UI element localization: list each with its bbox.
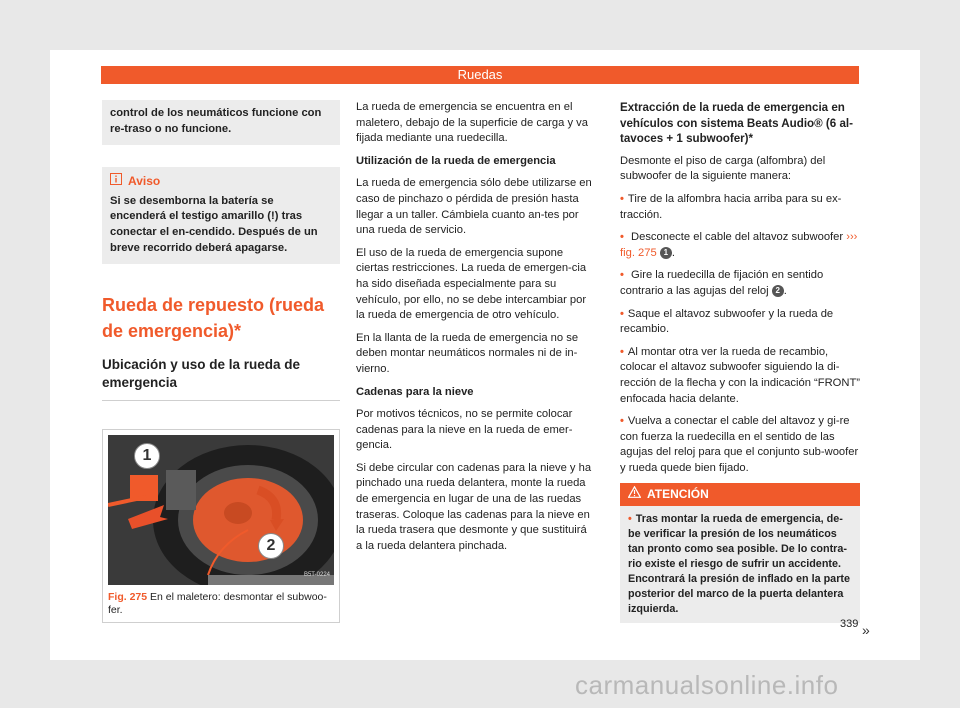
info-icon [110,173,122,190]
figure-caption [108,591,334,617]
figure-callout-2: 2 [258,533,284,559]
page-number: 339 [840,618,859,630]
warning-title: ATENCIÓN [647,486,709,501]
notice-title: Aviso [128,173,161,188]
notice-text: Si se desemborna la batería se encenderá el testigo amarillo (!) tras conectar el en-cendido. Después de un breve recorrido deberá apagarse. [110,194,318,254]
notice-header [110,173,332,190]
callout-1-badge: 1 [660,247,672,259]
figure-caption-text: En el maletero: desmontar el subwoo-fer. [108,591,327,617]
continued-marker: » [862,622,870,638]
procedure-title: Extracción de la rueda de emergencia en vehículos con sistema Beats Audio® (6 al-tavoces + 1 subwoofer)* [620,101,853,146]
paragraph: El uso de la rueda de emergencia supone ciertas restricciones. La rueda de emergen-cia ha sido diseñada especialmente para su vehículo, por ello, no se debe intercambiar por la rueda de emergencia de otro vehículo. [356,246,587,322]
column-middle [356,100,596,561]
warning-header [620,483,860,506]
callout-2-badge: 2 [772,285,784,297]
procedure-intro: Desmonte el piso de carga (alfombra) del subwoofer de la siguiente manera: [620,154,826,183]
list-item: • Saque el altavoz subwoofer y la rueda de recambio. [620,307,860,338]
list-item: • Tire de la alfombra hacia arriba para su ex-tracción. [620,192,860,223]
manual-page [50,50,920,660]
figure-number: Fig. 275 [108,591,148,604]
subsection-title: Utilización de la rueda de emergencia [356,154,556,167]
paragraph: La rueda de emergencia sólo debe utilizarse en caso de pinchazo o pérdida de presión hasta llegar a un taller. Cámbiela cuanto an-tes por una rueda de servicio. [356,177,592,237]
paragraph: Por motivos técnicos, no se permite colocar cadenas para la nieve en la rueda de emer-gencia. [356,408,573,452]
notice-box [102,167,340,264]
subsection-title: Cadenas para la nieve [356,385,474,398]
section-header: Ruedas [101,66,859,84]
list-item: • Desconecte el cable del altavoz subwoofer ››› fig. 275 1 . [620,230,860,261]
column-left [102,100,340,623]
intro-text: control de los neumáticos funcione con re-traso o no funcione. [110,107,322,135]
list-item: • Al montar otra ver la rueda de recambio, colocar el altavoz subwoofer siguiendo la di-rección de la flecha y con la indicación “FRONT” enfocada hacia delante. [620,345,860,407]
figure-code: B5T-0224 [303,571,330,578]
paragraph: En la llanta de la rueda de emergencia no se deben montar neumáticos normales ni de in-vierno. [356,331,579,375]
main-heading: Rueda de repuesto (rueda de emergencia)* [102,295,325,342]
figure-image [108,435,334,585]
warning-box [620,483,860,623]
list-item: • Vuelva a conectar el cable del altavoz y gi-re con fuerza la ruedecilla en el sentido de las agujas del reloj para que el conjunto sub-woofer y rueda quede bien fijado. [620,414,860,476]
column-right [620,100,860,623]
intro-box [102,100,340,145]
list-item-text: Desconecte el cable del altavoz subwoofer [631,231,844,244]
paragraph: Si debe circular con cadenas para la nieve y ha pinchado una rueda delantera, monte la rueda de emergencia en lugar de una de las ruedas traseras. Coloque las cadenas para la nieve en la rueda trasera que desmonte y que sustituirá a la rueda delantera pinchada. [356,461,592,552]
warning-triangle-icon [628,486,641,503]
paragraph: La rueda de emergencia se encuentra en el maletero, debajo de la superficie de carga y va fijada mediante una ruedecilla. [356,101,588,145]
watermark: carmanualsonline.info [575,670,839,700]
figure-box [102,429,340,623]
sub-heading: Ubicación y uso de la rueda de emergencia [102,357,301,391]
figure-link[interactable]: ››› fig. 275 [620,231,858,259]
list-item-text: Gire la ruedecilla de fijación en sentido contrario a las agujas del reloj [620,269,824,297]
divider [102,400,340,401]
figure-callout-1: 1 [134,443,160,469]
warning-text: • Tras montar la rueda de emergencia, de-be verificar la presión de los neumáticos tan pronto como sea posible. De lo contra-rio existe el riesgo de sufrir un accidente. Encontrará la presión de inflado en la parte posterior del marco de la puerta delantera izquierda. [620,506,860,623]
list-item: • Gire la ruedecilla de fijación en sentido contrario a las agujas del reloj 2 . [620,268,860,299]
